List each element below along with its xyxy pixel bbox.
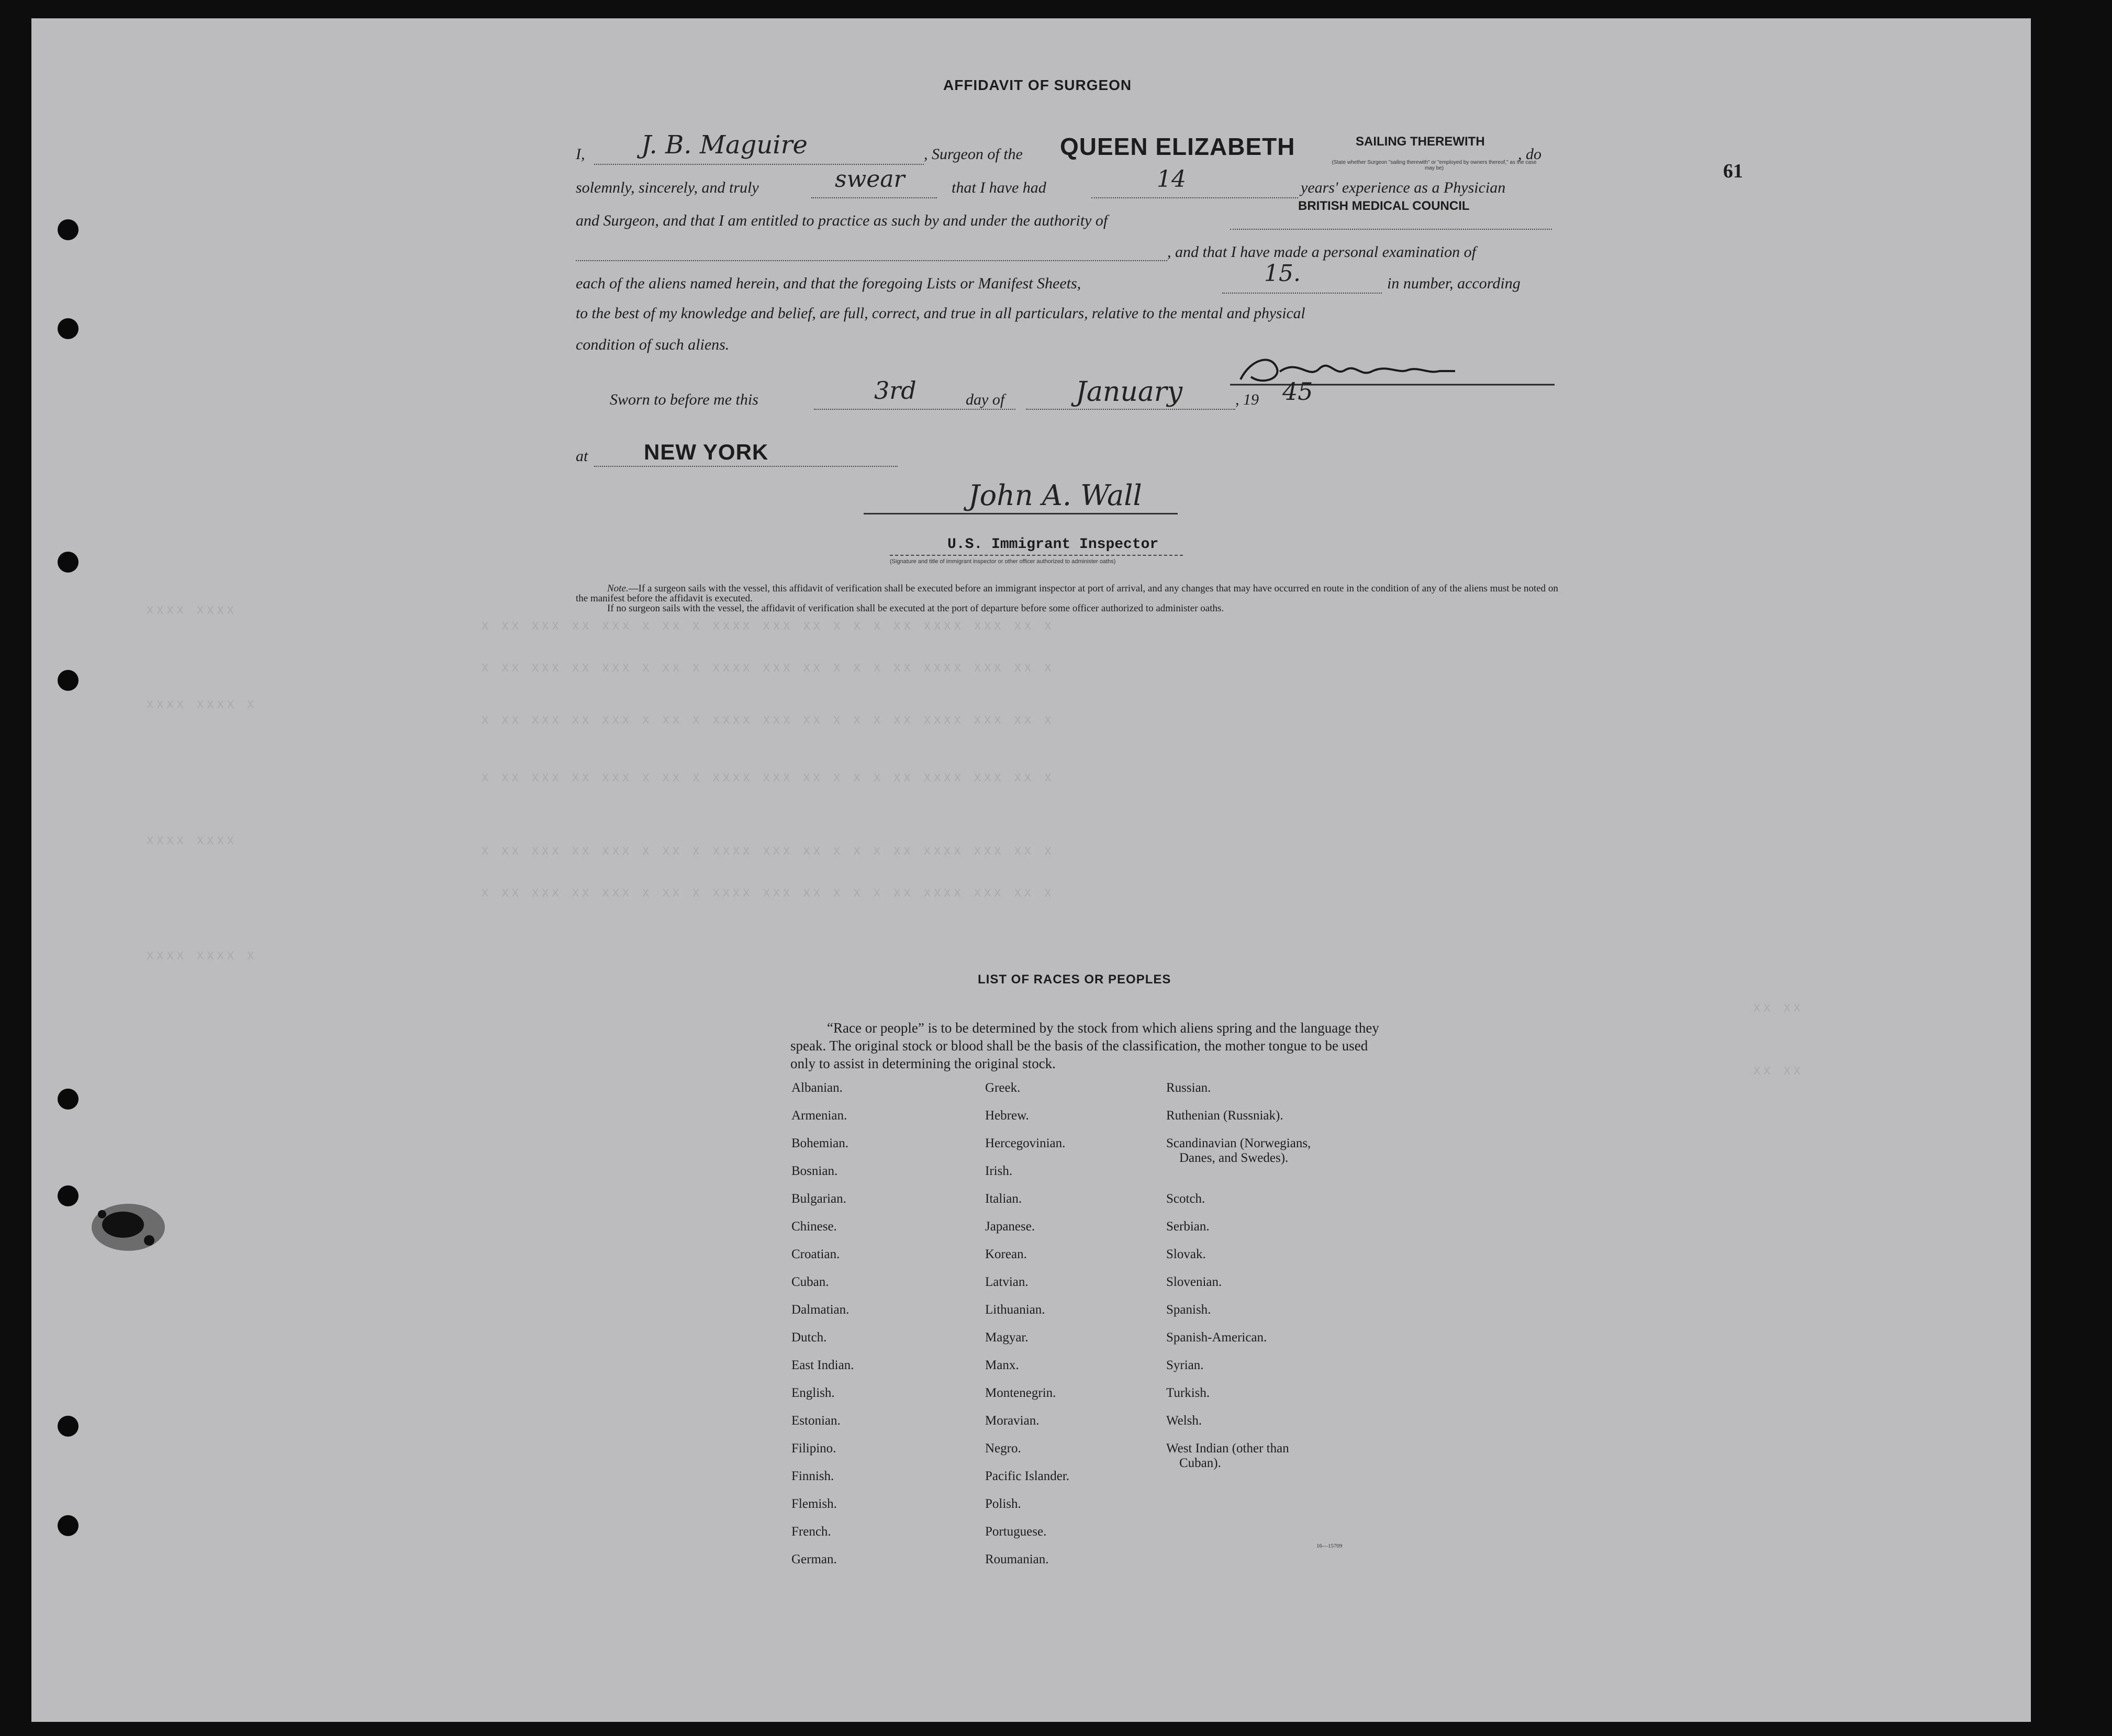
years-line bbox=[1091, 197, 1298, 198]
affidavit-line2-prefix: solemnly, sincerely, and truly bbox=[576, 179, 759, 196]
inspector-title: U.S. Immigrant Inspector bbox=[947, 536, 1159, 553]
punch-hole bbox=[58, 1185, 79, 1206]
years-value: 14 bbox=[1157, 166, 1186, 193]
manifest-page bbox=[31, 18, 2031, 1722]
surgeon-name-line bbox=[594, 164, 924, 165]
affidavit-note bbox=[576, 584, 1560, 613]
races-column-2 bbox=[985, 1081, 1069, 1580]
ship-name: QUEEN ELIZABETH bbox=[1060, 133, 1295, 160]
affidavit-title: AFFIDAVIT OF SURGEON bbox=[943, 77, 1132, 93]
race-item: Syrian. bbox=[1166, 1358, 1204, 1372]
race-item: Irish. bbox=[985, 1164, 1013, 1178]
race-item: Filipino. bbox=[791, 1441, 836, 1455]
authority-line-2 bbox=[576, 260, 1167, 261]
affidavit-line1-suffix: , do bbox=[1518, 145, 1541, 163]
affidavit-line7: condition of such aliens. bbox=[576, 336, 730, 353]
race-item: Flemish. bbox=[791, 1497, 837, 1511]
sworn-day-line bbox=[814, 409, 1015, 410]
race-item: Manx. bbox=[985, 1358, 1019, 1372]
affidavit-line1-prefix: I, bbox=[576, 145, 585, 163]
affidavit-line4: , and that I have made a personal examination of bbox=[1167, 243, 1476, 261]
state-note: (State whether Surgeon "sailing therewith" or "employed by owners thereof," as the case may be) bbox=[1332, 160, 1537, 171]
race-item: Pacific Islander. bbox=[985, 1469, 1070, 1483]
punch-hole bbox=[58, 1515, 79, 1536]
races-title: LIST OF RACES OR PEOPLES bbox=[978, 972, 1171, 987]
bleed-through-text: XXXX XXXX X bbox=[147, 699, 258, 712]
race-item: Latvian. bbox=[985, 1275, 1029, 1289]
inspector-signature: John A. Wall bbox=[968, 479, 1142, 512]
bleed-through-text: XX XX bbox=[1753, 1002, 1804, 1015]
race-item: English. bbox=[791, 1386, 835, 1400]
race-item: Russian. bbox=[1166, 1081, 1211, 1095]
oath-line bbox=[811, 197, 937, 198]
oath-word: swear bbox=[835, 166, 905, 193]
race-item: Roumanian. bbox=[985, 1552, 1049, 1566]
punch-hole bbox=[58, 670, 79, 691]
race-item: Finnish. bbox=[791, 1469, 834, 1483]
race-item: Slovenian. bbox=[1166, 1275, 1222, 1289]
race-item: Moravian. bbox=[985, 1414, 1040, 1428]
races-column-3 bbox=[1166, 1081, 1311, 1469]
race-item: Turkish. bbox=[1166, 1386, 1210, 1400]
bleed-through-text: XX XX bbox=[1753, 1065, 1804, 1078]
note-label: Note. bbox=[607, 583, 629, 594]
bleed-through-text: X XX XXX XX XXX X XX X XXXX XXX XX X X X XX XXXX XXX XX X bbox=[482, 620, 1055, 633]
race-item: Dalmatian. bbox=[791, 1303, 850, 1317]
sworn-year-prefix: , 19 bbox=[1235, 391, 1259, 408]
race-item: Polish. bbox=[985, 1497, 1021, 1511]
race-item: Negro. bbox=[985, 1441, 1021, 1455]
sailing-stamp: SAILING THEREWITH bbox=[1356, 135, 1485, 149]
race-item: Cuban. bbox=[791, 1275, 829, 1289]
race-item: Estonian. bbox=[791, 1414, 841, 1428]
sworn-month-line bbox=[1026, 409, 1235, 410]
race-item: Chinese. bbox=[791, 1219, 837, 1234]
affidavit-line6: to the best of my knowledge and belief, are full, correct, and true in all particulars, relative to the mental and physical bbox=[576, 305, 1305, 322]
bleed-through-text: X XX XXX XX XXX X XX X XXXX XXX XX X X X XX XXXX XXX XX X bbox=[482, 714, 1055, 727]
sheets-value: 15. bbox=[1264, 260, 1301, 287]
race-item: Hercegovinian. bbox=[985, 1136, 1066, 1150]
affidavit-line1-mid: , Surgeon of the bbox=[924, 145, 1023, 163]
punch-hole bbox=[58, 1416, 79, 1437]
inspector-signature-line bbox=[864, 513, 1178, 514]
race-item: Spanish. bbox=[1166, 1303, 1211, 1317]
note-text: —If a surgeon sails with the vessel, this affidavit of verification shall be executed before an immigrant inspector at port of arrival, and any changes that may have occurred en route in the condition of any of the aliens must be noted on the manifest before the affidavit is executed. bbox=[576, 583, 1558, 604]
note-text-2: If no surgeon sails with the vessel, the affidavit of verification shall be executed at the port of departure before some officer authorized to administer oaths. bbox=[607, 603, 1224, 614]
punch-hole bbox=[58, 1089, 79, 1110]
page-number: 61 bbox=[1723, 160, 1743, 182]
form-number: 16—15709 bbox=[1316, 1543, 1343, 1549]
race-item: East Indian. bbox=[791, 1358, 854, 1372]
sworn-month: January bbox=[1076, 376, 1183, 408]
affidavit-line5-suffix: in number, according bbox=[1387, 275, 1521, 292]
signature-note: (Signature and title of immigrant inspector or other officer authorized to administer oaths) bbox=[890, 558, 1116, 565]
punch-hole bbox=[58, 318, 79, 339]
race-item: Italian. bbox=[985, 1192, 1022, 1206]
race-item: Hebrew. bbox=[985, 1108, 1029, 1123]
race-item: West Indian (other than Cuban). bbox=[1166, 1441, 1289, 1470]
sworn-year: 45 bbox=[1282, 377, 1313, 406]
races-column-1 bbox=[791, 1081, 854, 1580]
sworn-prefix: Sworn to before me this bbox=[610, 391, 758, 408]
affidavit-line5-prefix: each of the aliens named herein, and that the foregoing Lists or Manifest Sheets, bbox=[576, 275, 1081, 292]
race-item-spacer bbox=[1166, 1164, 1311, 1192]
race-item: Scotch. bbox=[1166, 1192, 1205, 1206]
race-item: Armenian. bbox=[791, 1108, 847, 1123]
affidavit-line2-mid: that I have had bbox=[952, 179, 1046, 196]
authority-line bbox=[1230, 229, 1552, 230]
race-item: German. bbox=[791, 1552, 837, 1566]
race-item: Bulgarian. bbox=[791, 1192, 846, 1206]
race-item: Dutch. bbox=[791, 1330, 827, 1345]
inspector-title-line bbox=[890, 555, 1183, 556]
surgeon-signature bbox=[1230, 348, 1565, 395]
bleed-through-text: X XX XXX XX XXX X XX X XXXX XXX XX X X X XX XXXX XXX XX X bbox=[482, 662, 1055, 675]
punch-hole bbox=[58, 552, 79, 573]
affidavit-line2-suffix: years' experience as a Physician bbox=[1301, 179, 1506, 196]
race-item: Bosnian. bbox=[791, 1164, 838, 1178]
race-item: Greek. bbox=[985, 1081, 1021, 1095]
race-item: French. bbox=[791, 1525, 831, 1539]
race-item: Korean. bbox=[985, 1247, 1027, 1261]
punch-hole bbox=[58, 219, 79, 240]
sworn-day: 3rd bbox=[874, 376, 917, 405]
race-item: Lithuanian. bbox=[985, 1303, 1045, 1317]
affidavit-line3: and Surgeon, and that I am entitled to practice as such by and under the authority of bbox=[576, 212, 1108, 229]
authority-stamp: BRITISH MEDICAL COUNCIL bbox=[1298, 199, 1470, 213]
race-item: Montenegrin. bbox=[985, 1386, 1056, 1400]
race-item: Bohemian. bbox=[791, 1136, 849, 1150]
bleed-through-text: X XX XXX XX XXX X XX X XXXX XXX XX X X X XX XXXX XXX XX X bbox=[482, 887, 1055, 900]
race-item: Ruthenian (Russniak). bbox=[1166, 1108, 1283, 1123]
race-item: Albanian. bbox=[791, 1081, 843, 1095]
bleed-through-text: X XX XXX XX XXX X XX X XXXX XXX XX X X X XX XXXX XXX XX X bbox=[482, 845, 1055, 858]
race-item: Spanish-American. bbox=[1166, 1330, 1267, 1345]
race-item: Magyar. bbox=[985, 1330, 1029, 1345]
race-item: Slovak. bbox=[1166, 1247, 1206, 1261]
race-item: Welsh. bbox=[1166, 1414, 1202, 1428]
sworn-mid: day of bbox=[966, 391, 1005, 408]
race-item: Scandinavian (Norwegians, Danes, and Swedes). bbox=[1166, 1136, 1311, 1165]
ink-stain bbox=[81, 1193, 175, 1261]
race-item: Serbian. bbox=[1166, 1219, 1210, 1234]
race-item: Japanese. bbox=[985, 1219, 1035, 1234]
at-label: at bbox=[576, 447, 588, 465]
races-intro: “Race or people” is to be determined by the stock from which aliens spring and the language they speak. The original stock or blood shall be the basis of the classification, the mother tongue to be used only to assist in determining the original stock. bbox=[790, 1020, 1379, 1071]
bleed-through-text: XXXX XXXX X bbox=[147, 950, 258, 963]
bleed-through-text: XXXX XXXX bbox=[147, 604, 237, 618]
race-item: Portuguese. bbox=[985, 1525, 1047, 1539]
sheets-line bbox=[1222, 293, 1382, 294]
place-line bbox=[594, 466, 898, 467]
place-name: NEW YORK bbox=[644, 440, 769, 464]
bleed-through-text: X XX XXX XX XXX X XX X XXXX XXX XX X X X XX XXXX XXX XX X bbox=[482, 772, 1055, 785]
bleed-through-text: XXXX XXXX bbox=[147, 835, 237, 848]
race-item: Croatian. bbox=[791, 1247, 840, 1261]
surgeon-name: J. B. Maguire bbox=[641, 130, 808, 160]
